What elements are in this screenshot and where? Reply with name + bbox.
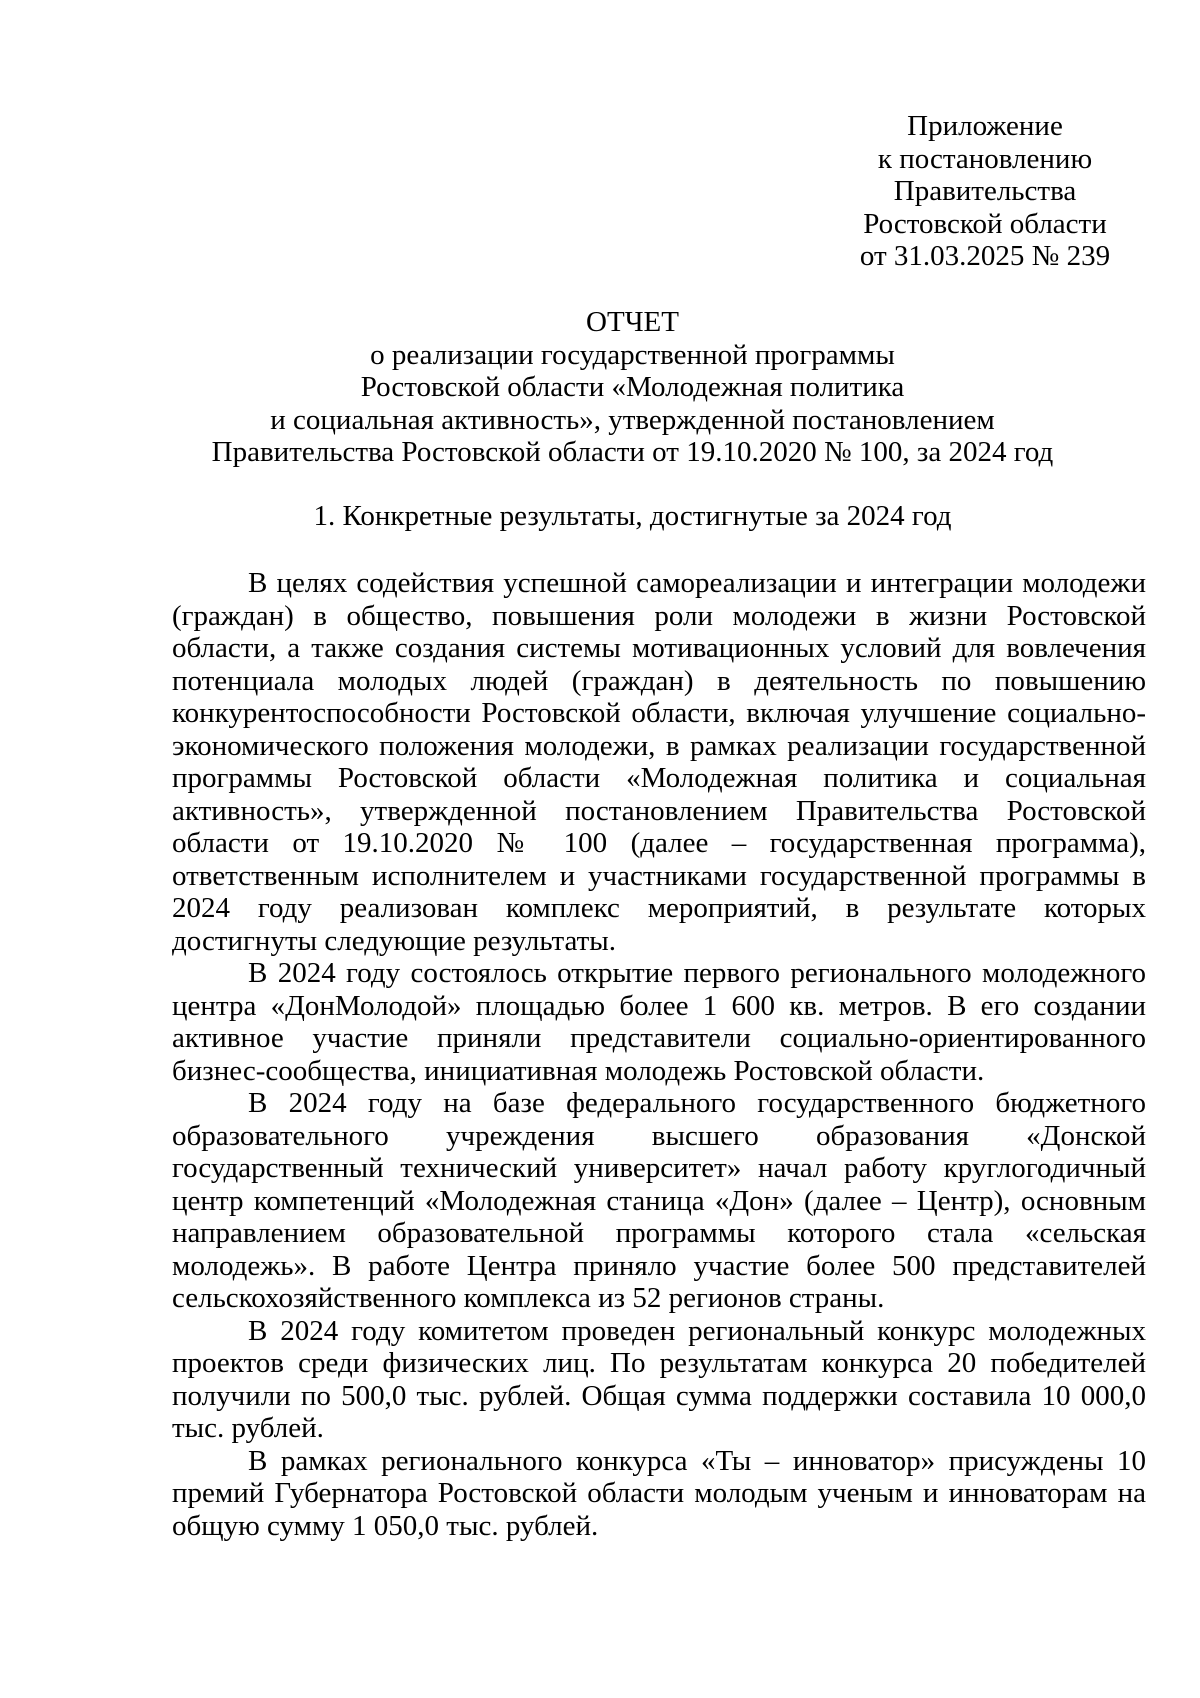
report-subtitle-line: Правительства Ростовской области от 19.10.2020 № 100, за 2024 год — [211, 436, 1054, 468]
paragraph: В целях содействия успешной самореализации и интеграции молодежи (граждан) в общество, повышения роли молодежи в жизни Ростовской области, а также создания системы мотивационных условий для вовлечения потенциала молодых людей (граждан) в деятельность по повышению конкурентоспособности Ростовской области, включая улучшение социально-экономического положения молодежи, в рамках реализации государственной программы Ростовской области «Молодежная политика и социальная активность», утвержденной постановлением Правительства Ростовской области от 19.10.2020 № 100 (далее – государственная программа), ответственным исполнителем и участниками государственной программы в 2024 году реализован комплекс мероприятий, в результате которых достигнуты следующие результаты. — [172, 567, 1146, 957]
paragraph: В рамках регионального конкурса «Ты – инноватор» присуждены 10 премий Губернатора Ростовской области молодым ученым и инноваторам на общую сумму 1 050,0 тыс. рублей. — [172, 1444, 1146, 1542]
report-subtitle-line: и социальная активность», утвержденной постановлением — [270, 403, 995, 436]
appendix-date-number: от 31.03.2025 № 239 — [859, 240, 1111, 272]
appendix-line: Приложение — [907, 110, 1063, 142]
paragraph: В 2024 году комитетом проведен региональный конкурс молодежных проектов среди физических лиц. По результатам конкурса 20 победителей получили по 500,0 тыс. рублей. Общая сумма поддержки составила 10 000,0 тыс. рублей. — [172, 1314, 1146, 1444]
paragraph: В 2024 году состоялось открытие первого регионального молодежного центра «ДонМолодой» площадью более 1 600 кв. метров. В его создании активное участие приняли представители социально-ориентированного бизнес-сообщества, инициативная молодежь Ростовской области. — [172, 957, 1146, 1087]
report-title: ОТЧЕТ — [586, 306, 679, 338]
appendix-line: Ростовской области — [863, 207, 1107, 240]
section-body — [172, 567, 1146, 1542]
section-heading: 1. Конкретные результаты, достигнутые за 2024 год — [313, 500, 952, 532]
appendix-line: Правительства — [893, 175, 1077, 207]
report-subtitle-line: о реализации государственной программы — [370, 338, 895, 371]
appendix-block — [800, 110, 1170, 273]
appendix-line: к постановлению — [877, 142, 1093, 175]
paragraph: В 2024 году на базе федерального государственного бюджетного образовательного учреждения высшего образования «Донской государственный технический университет» начал работу круглогодичный центр компетенций «Молодежная станица «Дон» (далее – Центр), основным направлением образовательной программы которого стала «сельская молодежь». В работе Центра приняло участие более 500 представителей сельскохозяйственного комплекса из 52 регионов страны. — [172, 1087, 1146, 1314]
report-title-block — [160, 306, 1105, 469]
report-subtitle-line: Ростовской области «Молодежная политика — [360, 371, 905, 403]
